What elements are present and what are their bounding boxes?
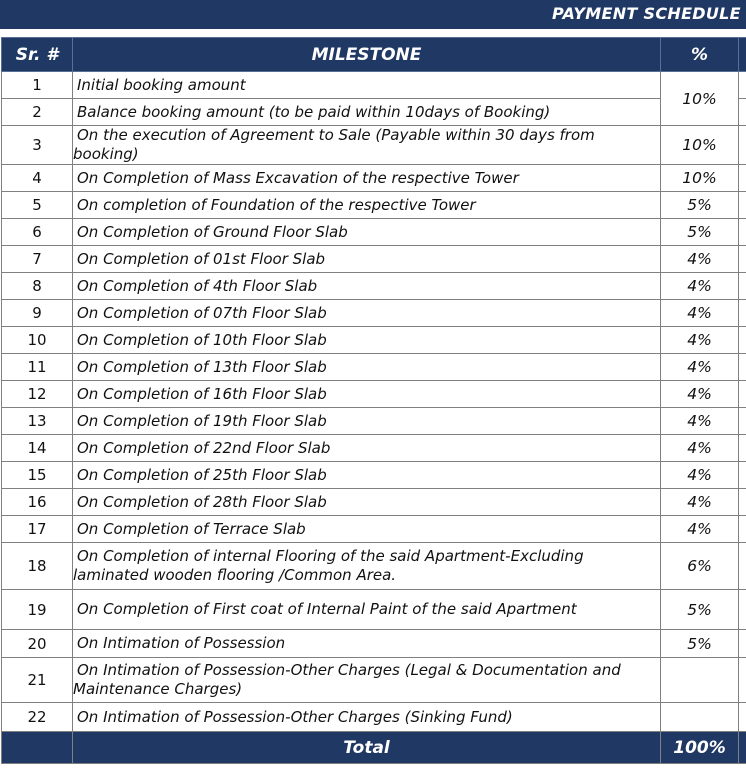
row-percent: 10% <box>661 126 739 165</box>
row-percent: 4% <box>661 327 739 354</box>
row-percent: 5% <box>661 590 739 630</box>
row-extra <box>739 703 746 732</box>
total-row <box>2 732 746 764</box>
row-milestone: On the execution of Agreement to Sale (Payable within 30 days from booking) <box>73 126 661 165</box>
row-extra <box>739 462 746 489</box>
row-extra <box>739 435 746 462</box>
row-sr: 17 <box>2 516 73 543</box>
row-sr: 5 <box>2 192 73 219</box>
row-milestone: On completion of Foundation of the respective Tower <box>73 192 661 219</box>
row-sr: 4 <box>2 165 73 192</box>
row-sr: 10 <box>2 327 73 354</box>
row-milestone: Initial booking amount <box>73 72 661 99</box>
row-milestone: On Completion of 01st Floor Slab <box>73 246 661 273</box>
row-sr: 19 <box>2 590 73 630</box>
table-row <box>2 354 746 381</box>
total-sr-blank <box>2 732 73 764</box>
row-sr: 1 <box>2 72 73 99</box>
total-extra <box>739 732 746 764</box>
row-milestone: On Completion of 16th Floor Slab <box>73 381 661 408</box>
row-extra <box>739 516 746 543</box>
row-extra <box>739 165 746 192</box>
table-row <box>2 273 746 300</box>
row-percent: 4% <box>661 354 739 381</box>
row-extra <box>739 273 746 300</box>
row-extra <box>739 246 746 273</box>
row-extra <box>739 489 746 516</box>
table-row <box>2 99 746 126</box>
row-percent: 4% <box>661 381 739 408</box>
row-milestone: On Intimation of Possession <box>73 630 661 658</box>
table-row <box>2 435 746 462</box>
row-milestone: On Intimation of Possession-Other Charges (Sinking Fund) <box>73 703 661 732</box>
row-percent <box>661 658 739 703</box>
row-sr: 18 <box>2 543 73 590</box>
row-extra <box>739 354 746 381</box>
row-milestone: On Completion of internal Flooring of the said Apartment-Excluding laminated wooden flooring /Common Area. <box>73 543 661 590</box>
table-row <box>2 590 746 630</box>
row-sr: 15 <box>2 462 73 489</box>
table-row <box>2 703 746 732</box>
row-percent: 4% <box>661 246 739 273</box>
row-milestone: On Completion of Mass Excavation of the respective Tower <box>73 165 661 192</box>
row-sr: 16 <box>2 489 73 516</box>
row-percent: 5% <box>661 219 739 246</box>
row-extra <box>739 72 746 99</box>
row-sr: 13 <box>2 408 73 435</box>
row-extra <box>739 300 746 327</box>
table-row <box>2 658 746 703</box>
row-extra <box>739 192 746 219</box>
row-milestone: On Completion of 07th Floor Slab <box>73 300 661 327</box>
row-sr: 6 <box>2 219 73 246</box>
row-extra <box>739 590 746 630</box>
row-milestone: On Completion of 4th Floor Slab <box>73 273 661 300</box>
row-sr: 9 <box>2 300 73 327</box>
header-milestone: MILESTONE <box>73 38 661 72</box>
row-sr: 3 <box>2 126 73 165</box>
row-percent: 5% <box>661 192 739 219</box>
row-sr: 12 <box>2 381 73 408</box>
row-milestone: On Completion of 13th Floor Slab <box>73 354 661 381</box>
row-percent: 4% <box>661 273 739 300</box>
table-row <box>2 543 746 590</box>
title-bar <box>0 0 746 31</box>
row-percent: 10% <box>661 165 739 192</box>
row-milestone: On Completion of First coat of Internal Paint of the said Apartment <box>73 590 661 630</box>
table-row <box>2 489 746 516</box>
page-title: PAYMENT SCHEDULE <box>552 4 741 23</box>
row-percent: 6% <box>661 543 739 590</box>
row-extra <box>739 327 746 354</box>
row-milestone: On Completion of 10th Floor Slab <box>73 327 661 354</box>
header-sr: Sr. # <box>2 38 73 72</box>
table-row <box>2 630 746 658</box>
header-percent: % <box>661 38 739 72</box>
table-row <box>2 300 746 327</box>
row-percent: 4% <box>661 516 739 543</box>
row-extra <box>739 219 746 246</box>
row-percent: 4% <box>661 300 739 327</box>
row-milestone: On Completion of 28th Floor Slab <box>73 489 661 516</box>
row-sr: 8 <box>2 273 73 300</box>
row-sr: 20 <box>2 630 73 658</box>
table-header-row <box>2 38 746 72</box>
table-row <box>2 408 746 435</box>
row-extra <box>739 658 746 703</box>
row-extra <box>739 543 746 590</box>
row-milestone: On Completion of 22nd Floor Slab <box>73 435 661 462</box>
table-row <box>2 246 746 273</box>
header-extra <box>739 38 746 72</box>
row-percent <box>661 703 739 732</box>
row-milestone: On Completion of Ground Floor Slab <box>73 219 661 246</box>
row-sr: 22 <box>2 703 73 732</box>
row-sr: 21 <box>2 658 73 703</box>
row-percent: 4% <box>661 489 739 516</box>
row-sr: 11 <box>2 354 73 381</box>
row-milestone: On Completion of Terrace Slab <box>73 516 661 543</box>
table-row <box>2 462 746 489</box>
row-extra <box>739 99 746 126</box>
table-row <box>2 192 746 219</box>
row-percent: 4% <box>661 408 739 435</box>
row-percent: 4% <box>661 462 739 489</box>
row-extra <box>739 381 746 408</box>
row-sr: 14 <box>2 435 73 462</box>
row-sr: 7 <box>2 246 73 273</box>
payment-schedule-table <box>1 37 746 764</box>
row-extra <box>739 126 746 165</box>
table-row <box>2 165 746 192</box>
row-sr: 2 <box>2 99 73 126</box>
row-milestone: On Completion of 19th Floor Slab <box>73 408 661 435</box>
row-extra <box>739 408 746 435</box>
total-percent: 100% <box>661 732 739 764</box>
row-extra <box>739 630 746 658</box>
row-percent: 4% <box>661 435 739 462</box>
total-label: Total <box>73 732 661 764</box>
row-percent: 5% <box>661 630 739 658</box>
row-milestone: On Completion of 25th Floor Slab <box>73 462 661 489</box>
table-row <box>2 126 746 165</box>
table-row <box>2 219 746 246</box>
row-milestone: On Intimation of Possession-Other Charges (Legal & Documentation and Maintenance Charges) <box>73 658 661 703</box>
row-percent: 10% <box>661 72 739 126</box>
table-row <box>2 327 746 354</box>
row-milestone: Balance booking amount (to be paid within 10days of Booking) <box>73 99 661 126</box>
table-row <box>2 72 746 99</box>
table-row <box>2 516 746 543</box>
table-row <box>2 381 746 408</box>
